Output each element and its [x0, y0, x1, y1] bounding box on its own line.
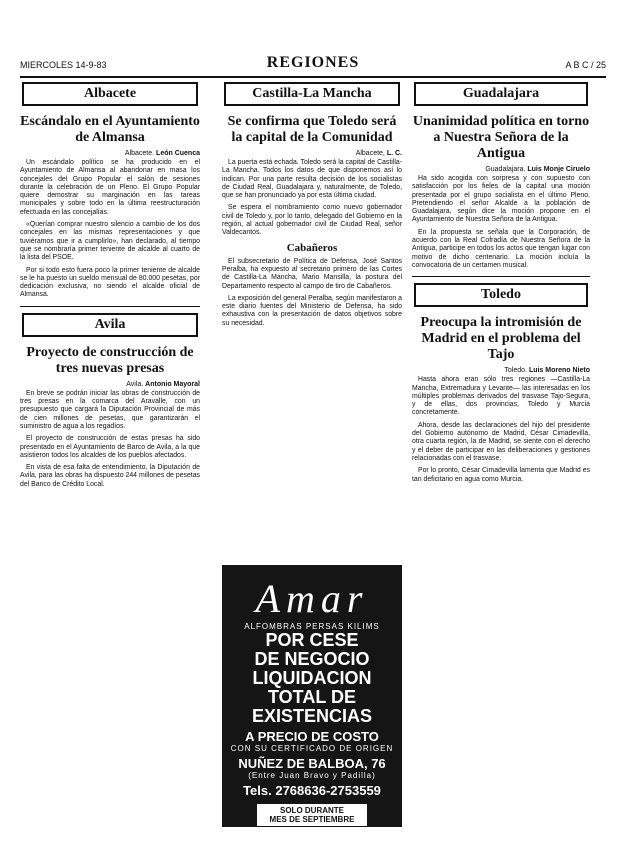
byline-author: Luis Moreno Nieto — [528, 367, 590, 375]
byline-city: Toledo. — [504, 367, 527, 375]
column-albacete-avila — [20, 82, 200, 493]
page-header — [20, 54, 606, 72]
byline-author: Luis Monje Ciruelo — [527, 166, 590, 173]
column-castilla-la-mancha — [222, 82, 402, 332]
byline — [20, 381, 200, 388]
paragraph: Ahora, desde las declaraciones del hijo del presidente del Gobierno autónomo de Madrid, César Cimadevilla, otra cuarta región, la de Madrid, se siente con el derecho y el deber de participar en las deliberaciones y gestiones relacionadas con el trasvase. — [412, 421, 590, 462]
paragraph: El proyecto de construcción de estas presas ha sido presentado en el Ayuntamiento de Barco de Avila, a la que asistieron todos los alcaldes de los pueblos afectados. — [20, 435, 200, 459]
ad-logo: Amar — [255, 576, 369, 621]
byline — [412, 166, 590, 173]
article-title: Se confirma que Toledo será la capital de la Comunidad — [227, 114, 397, 145]
paragraph: Por lo pronto, César Cimadevilla lamenta que Madrid es tan deficitario en agua como Murcia. — [412, 467, 590, 483]
section-box-guadalajara: Guadalajara — [414, 82, 588, 106]
byline — [20, 150, 200, 157]
article-title: Escándalo en el Ayuntamiento de Almansa — [20, 114, 200, 145]
ad-line: A PRECIO DE COSTO — [245, 729, 379, 744]
section-title: REGIONES — [266, 54, 360, 71]
paragraph: En breve se podrán iniciar las obras de construcción de tres presas en la comarca del Aravalle, con un presupuesto que cargará la Diputación Provincial de más de cien millones de pesetas, que garantizarán el suministro de agua a los regadíos. — [20, 389, 200, 430]
paragraph: En vista de esa falta de entendimiento, la Diputación de Avila, para las obras ha dispuesto 244 millones de pesetas del Banco de Crédito Local. — [20, 464, 200, 488]
ad-address: NUÑEZ DE BALBOA, 76 — [238, 756, 386, 771]
paragraph: Se espera el nombramiento como nuevo gobernador civil de Toledo y, por lo tanto, delegado del Gobierno en la región, al actual gobernador civil de Ciudad Real, señor Valdecantos. — [222, 204, 402, 237]
ad-tagline: ALFOMBRAS PERSAS KILIMS — [244, 622, 380, 631]
ad-line: POR CESE — [265, 630, 359, 650]
byline-city: Albacete. — [124, 150, 155, 157]
ad-line: TOTAL DE — [267, 687, 356, 707]
paragraph: Ha sido acogida con sorpresa y con supuesto con satisfacción por los fieles de la capital una moción presentada por el grupo socialista en el último Pleno. Pretendiendo el señor Alcalde a la población de Guadalajara, según dice la moción propone en el Ayuntamiento de Nuestra Señora de la Antigua. — [412, 175, 590, 224]
divider — [20, 306, 200, 307]
ad-banner-line: SOLO DURANTE — [280, 806, 344, 815]
byline-city: Avila. — [126, 380, 144, 388]
paragraph: Un escándalo político se ha producido en el Ayuntamiento de Almansa al abandonar en masa los concejales del Grupo Popular el salón de sesiones durante la celebración de un Pleno. El Grupo Popular quiere demostrar su marginación en las tareas municipales y sobre todo en la última reestructuración efectuada en las concejalías. — [20, 159, 200, 216]
ad-phone: Tels. 2768636-2753559 — [243, 783, 381, 798]
ad-address-note: (Entre Juan Bravo y Padilla) — [248, 771, 376, 780]
ad-banner — [257, 804, 367, 826]
paragraph: El subsecretario de Política de Defensa, José Santos Peralba, ha expuesto al secretario primero de las Cortes de Castilla-La Mancha, Mario Mansilla, la postura del Departamento respecto al campo de tiro de Cabañeros. — [222, 257, 402, 290]
section-box-albacete: Albacete — [22, 82, 198, 106]
paragraph: La puerta está echada. Toledo será la capital de Castilla-La Mancha. Todos los datos de que disponemos así lo indican. Por una parte resulta decisión de los socialistas de Ciudad Real, Guadalajara y, naturalmente, de Toledo, que se han pronunciado ya por esta última ciudad. — [222, 159, 402, 200]
ad-line: DE NEGOCIO — [254, 649, 370, 669]
ad-line: EXISTENCIAS — [251, 706, 373, 726]
subheading: Cabañeros — [286, 241, 338, 254]
paragraph: Por si todo esto fuera poco la primer teniente de alcalde se le ha puesto un sueldo mensual de 80.000 pesetas, por dedicación exclusiva, no siendo el alcalde oficial de Almansa. — [20, 266, 200, 299]
byline-city: Albacete, — [355, 150, 385, 157]
paragraph: Hasta ahora eran sólo tres regiones —Castilla-La Mancha, Extremadura y Levante— las interesadas en los múltiples problemas derivados del trasvase Tajo-Segura, y de ellas, dos provincias, Toledo y Murcia concretamente. — [412, 376, 590, 417]
ad-banner-line: MES DE SEPTIEMBRE — [269, 815, 355, 824]
header-rule — [20, 76, 606, 78]
article-title: Preocupa la intromisión de Madrid en el problema del Tajo — [420, 315, 582, 363]
byline-author: L. C. — [386, 150, 402, 157]
advertisement — [222, 565, 402, 827]
section-box-castilla: Castilla-La Mancha — [224, 82, 400, 106]
section-box-toledo: Toledo — [414, 283, 588, 307]
divider — [412, 276, 590, 277]
page-number: A B C / 25 — [565, 60, 606, 70]
paragraph: En la propuesta se señala que la Corporación, de acuerdo con la Real Cofradía de Nuestra Señora de la Antigua, participe en todos los actos que tengan lugar con motivo de dicho centenario. La moción incluía la convocatoria de un certamen musical. — [412, 228, 590, 269]
article-title: Proyecto de construcción de tres nuevas presas — [26, 344, 194, 376]
issue-date: MIERCOLES 14-9-83 — [20, 60, 107, 70]
column-guadalajara-toledo — [412, 82, 590, 488]
byline — [222, 150, 402, 157]
byline — [412, 367, 590, 374]
byline-author: Antonio Mayoral — [145, 380, 200, 388]
byline-author: León Cuenca — [156, 150, 200, 157]
article-title: Unanimidad política en torno a Nuestra Señora de la Antigua — [412, 114, 590, 161]
ad-line: CON SU CERTIFICADO DE ORIGEN — [230, 744, 394, 753]
paragraph: La exposición del general Peralba, según manifestaron a este diario fuentes del Ministerio de Defensa, ha sido exhaustiva con la presentación de datos objetivos sobre su necesidad. — [222, 294, 402, 327]
paragraph: «Querían comprar nuestro silencio a cambio de los dos concejales en las mismas representaciones y que tuviéramos que ir a cumplirlo», han declarado, al tiempo que se nombraría primer teniente de alcalde al cuarto de la lista del PSOE. — [20, 221, 200, 262]
byline-city: Guadalajara. — [485, 166, 526, 173]
section-box-avila: Avila — [22, 313, 198, 337]
ad-line: LIQUIDACION — [252, 668, 372, 688]
